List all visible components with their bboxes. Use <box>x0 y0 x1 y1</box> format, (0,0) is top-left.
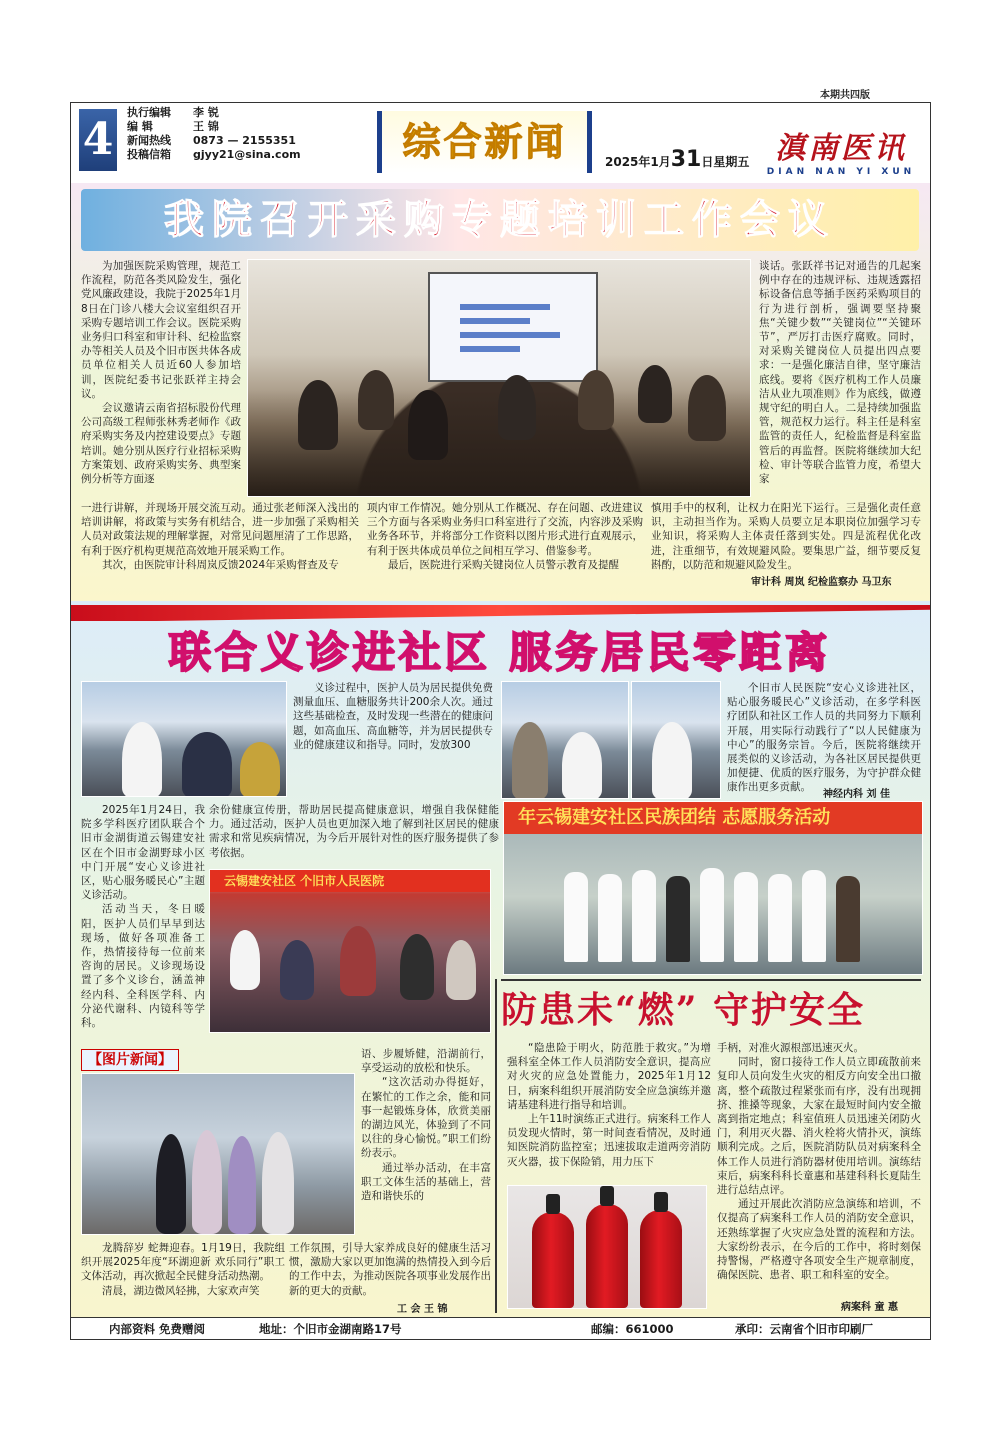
fire-extinguisher-photo <box>507 1185 707 1309</box>
article-col: 慎用手中的权利，让权力在阳光下运行。三是强化责任意识，主动担当作为。采购人员要立足本职岗位加强学习专业知识，将采购人主体责任落到实处。四是流程优化改进，注重细节，有效规避风险。要集思广益，细节要反复斟酌，以防范和规避风险发生。 <box>651 502 921 571</box>
article-col: 个旧市人民医院“安心义诊进社区，贴心服务暖民心”义诊活动，在多学科医疗团队和社区工作人员的共同努力下顺利开展，用实际行动践行了“以人民健康为中心”的服务宗旨。今后，医院将继续开展类似的义诊活动，为各社区居民提供更加便捷、优质的医疗服务，为守护群众健康作出更多贡献。 <box>727 682 921 794</box>
article-col: 为加强医院采购管理，规范工作流程，防范各类风险发生，强化党风廉政建设，我院于2025年1月8日在门诊八楼大会议室组织召开采购专题培训工作会议。医院采购业务归口科室和审计科、纪检监察办等相关人员及个旧市医共体各成员单位相关人员近60人参加培训，医院纪委书记张跃祥主持会议。 会议邀请云南省招标股份代理公司高级工程师张林秀老师作《政府采购实务及内控建设要点》专题培训。她分别从医疗行业招标采购方案策划、政府采购实务、典型案例分析等方面逐 <box>81 260 241 486</box>
headline-fire-drill: 防患未“燃” 守护安全 <box>501 989 865 1031</box>
meeting-photo <box>247 259 751 497</box>
footer-address: 地址：个旧市金湖南路17号 <box>259 1322 402 1336</box>
photo-banner: 云锡建安社区 个旧市人民医院 <box>210 870 490 892</box>
article-col: 余份健康宣传册，帮助居民提高健康意识，增强自我保健能力。通过活动，医护人员也更加深入地了解到社区居民的健康需求和常见疾病情况，为今后开展针对性的医疗服务提供了参考依据。 <box>209 804 499 859</box>
newspaper-page <box>70 102 931 1340</box>
headline-procurement: 我院召开采购专题培训工作会议 <box>81 189 919 251</box>
byline: 审计科 周岚 纪检监察办 马卫东 <box>751 577 892 588</box>
email-value: gjyy21@sina.com <box>193 148 301 161</box>
footer-printer: 承印：云南省个旧市印刷厂 <box>735 1322 873 1336</box>
clinic-crowd-photo <box>209 869 491 1033</box>
article-col: 手柄，对准火源根部迅速灭火。 同时，窗口接待工作人员立即疏散前来复印人员向发生火灾的相反方向安全出口撤离，整个疏散过程紧张而有序，没有出现拥挤、推搡等现象，大家在最短时间内安全撤离到指定地点；科室值班人员迅速关闭防火门，利用灭火器、消火栓将火情扑灭，演练顺利完成。之后，医院消防队员对病案科全体工作人员进行消防器材使用培训。演练结束后，病案科科长童惠和基建科科长夏陆生进行总结点评。 通过开展此次消防应急演练和培训，不仅提高了病案科工作人员的消防安全意识，还熟练掌握了火灾应急处置的流程和方法。大家纷纷表示，在今后的工作中，将时刻保持警惕，严格遵守各项安全生产规章制度，确保医院、患者、职工和科室的安全。 <box>717 1042 921 1282</box>
picture-news-tag: 【图片新闻】 <box>81 1049 179 1071</box>
article-col: 项内审工作情况。她分别从工作概况、存在问题、改进建议三个方面与各采购业务归口科室进行了交流，内容涉及采购业务各环节，并将部分工作资料以图片形式进行直观展示，有利于医共体成员单位之间相互学习、借鉴参考。 最后，医院进行采购关键岗位人员警示教育及提醒 <box>367 502 643 571</box>
lakeside-walk-photo <box>81 1073 355 1235</box>
article-col: 2025年1月24日，我院多学科医疗团队联合个旧市金湖街道云锡建安社区在个旧市金湖野球小区中门开展“安心义诊进社区，贴心服务暖民心”主题义诊活动。 活动当天，冬日暖阳，医护人员们早早到达现场，做好各项准备工作，热情接待每一位前来咨询的居民。义诊现场设置了多个义诊台，涵盖神经内科、全科医学科、内分泌代谢科、内镜科等学科。 <box>81 804 205 1030</box>
photo-banner: 年云锡建安社区民族团结 志愿服务活动 <box>504 802 922 834</box>
clinic-consult-photo <box>631 681 721 799</box>
free-clinic-photo <box>81 681 287 797</box>
article-col: 龙腾辞岁 蛇舞迎春。1月19日，我院组织开展2025年度“环湖迎新 欢乐同行”职工文体活动，再次掀起全民健身活动热潮。 清晨，湖边微风轻拂，大家欢声笑 <box>81 1242 285 1297</box>
paper-name-cn: 滇南医讯 <box>775 131 907 166</box>
masthead <box>71 103 930 183</box>
divider <box>501 979 921 981</box>
article-col: 一进行讲解，并现场开展交流互动。通过张老师深入浅出的培训讲解，将政策与实务有机结合，进一步加强了采购相关人员对政策法规的理解掌握，对常见问题厘清了工作思路，有利于医疗机构更规范高效地开展采购工作。 其次，由医院审计科周岚反馈2024年采购督查及专 <box>81 502 359 571</box>
byline: 工 会 王 锦 <box>397 1304 448 1315</box>
editor-value: 王 锦 <box>193 120 219 133</box>
email-label: 投稿信箱 <box>127 148 171 161</box>
editor-info <box>127 106 301 162</box>
article-col: “隐患险于明火，防范胜于救灾。”为增强科室全体工作人员消防安全意识，提高应对火灾的应急处置能力，2025年1月12日，病案科组织开展消防安全应急演练并邀请基建科进行指导和培训。 上午11时演练正式进行。病案科工作人员发现火情时，第一时间查看情况，及时通知医院消防监控室；迅速拔取走道两旁消防灭火器，拔下保险销，用力压下 <box>507 1042 711 1168</box>
byline: 病案科 童 惠 <box>841 1302 898 1313</box>
footer-internal: 内部资料 免费赠阅 <box>109 1322 206 1336</box>
byline: 神经内科 刘 佳 <box>823 789 890 800</box>
article-col: 谈话。张跃祥书记对通告的几起案例中存在的违规评标、违规透露招标设备信息等插手医药采购项目的行为进行剖析，强调要坚持聚焦“关键少数”“关键岗位”“关键环节”，严厉打击医疗腐败。同时，对采购关键岗位人员提出四点要求：一是强化廉洁自律，坚守廉洁底线。要将《医疗机构工作人员廉洁从业九项准则》作为底线，做遵规守纪的明白人。二是持续加强监管，规范权力运行。科主任是科室监管的责任人，纪检监督是科室监管后的再监督。医院将继续加大纪检、审计等联合监管力度，希望大家 <box>759 260 921 486</box>
editor-label: 执行编辑 <box>127 106 171 119</box>
article-col: 工作氛围，引导大家养成良好的健康生活习惯，激励大家以更加饱满的热情投入到今后的工作中去，为推动医院各项事业发展作出新的更大的贡献。 <box>289 1242 491 1297</box>
footer <box>71 1317 930 1340</box>
paper-logo <box>751 123 931 177</box>
article-col: 语、步履矫健，沿湖前行，享受运动的放松和快乐。 “这次活动办得挺好，在繁忙的工作之余，能和同事一起锻炼身体，欣赏美丽的湖边风光，体验到了不同以往的身心愉悦。”职工们纷纷表示。 通过举办活动，在丰富职工文体生活的基础上，营造和谐快乐的 <box>361 1048 491 1203</box>
publication-date: 2025年1月31日星期五 <box>605 147 750 172</box>
issue-note: 本期共四版 <box>820 90 870 101</box>
headline-free-clinic: 联合义诊进社区 服务居民零距离 <box>168 628 832 677</box>
clinic-consult-photo <box>501 681 629 799</box>
decorative-band <box>71 605 930 621</box>
article-procurement <box>71 183 930 601</box>
hotline-value: 0873 — 2155351 <box>193 134 296 147</box>
editor-label: 编 辑 <box>127 120 153 133</box>
paper-name-pinyin: DIAN NAN YI XUN <box>766 167 916 177</box>
medical-team-photo <box>503 801 923 975</box>
footer-postcode: 邮编：661000 <box>591 1322 674 1336</box>
page-number: 4 <box>79 109 117 171</box>
projector-screen <box>428 272 598 382</box>
editor-value: 李 锐 <box>193 106 219 119</box>
lower-section <box>71 601 930 1340</box>
divider <box>495 979 497 1313</box>
article-col: 义诊过程中，医护人员为居民提供免费测量血压、血糖服务共计200余人次。通过这些基础检查，及时发现一些潜在的健康问题，如高血压、高血糖等，并为居民提供专业的健康建议和指导。同时，发放300 <box>293 682 493 751</box>
hotline-label: 新闻热线 <box>127 134 171 147</box>
section-title: 综合新闻 <box>377 111 592 173</box>
